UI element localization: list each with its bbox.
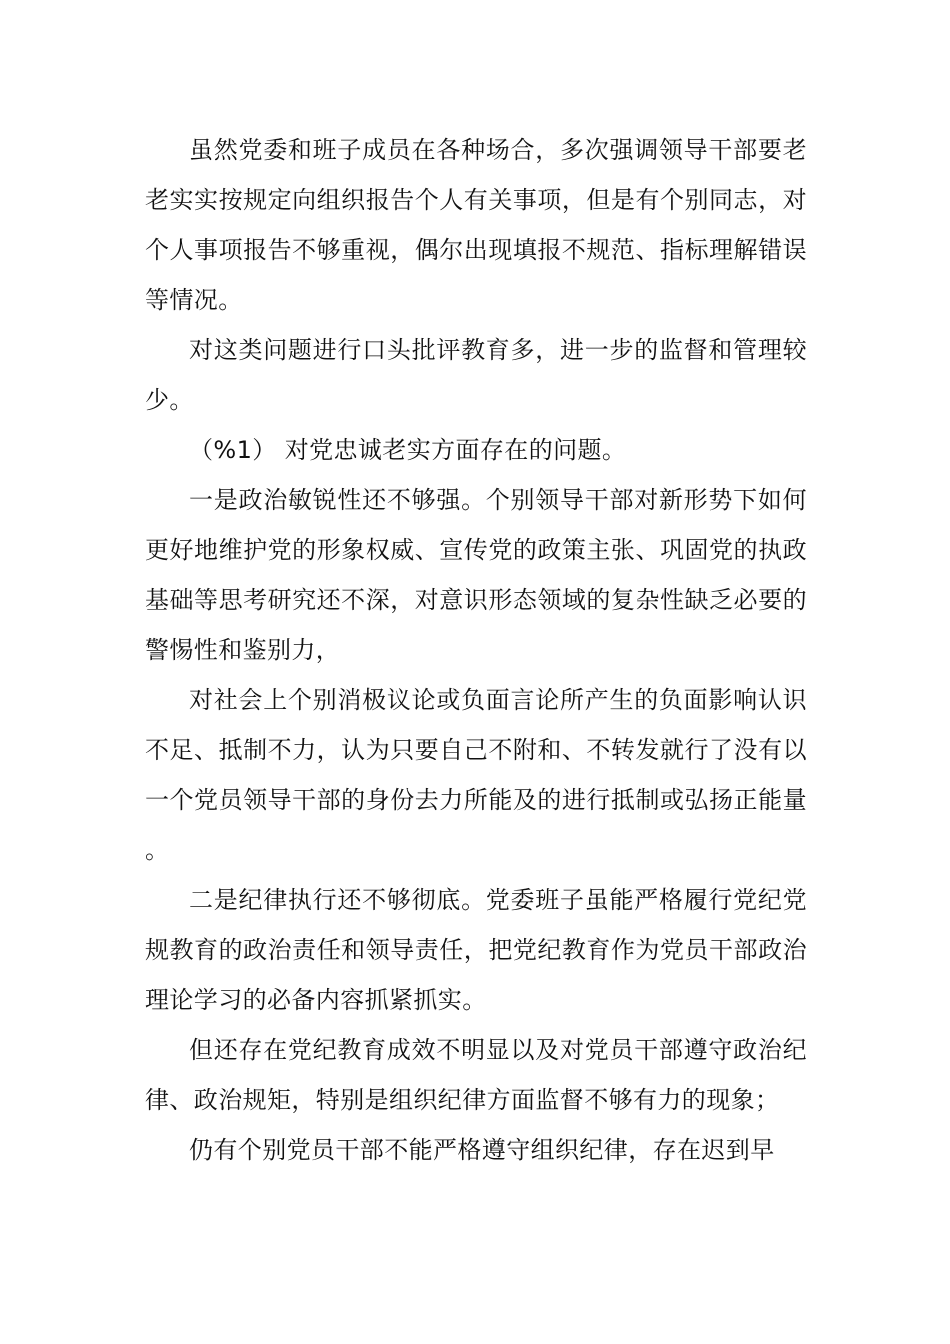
paragraph-6: 二是纪律执行还不够彻底。党委班子虽能严格履行党纪党规教育的政治责任和领导责任，把党纪教育作为党员干部政治理论学习的必备内容抓紧抓实。 [145,886,807,1014]
paragraph-2: 对这类问题进行口头批评教育多，进一步的监督和管理较少。 [145,336,807,414]
paragraph-3-heading: （%1） 对党忠诚老实方面存在的问题。 [189,436,627,464]
paragraph-1: 虽然党委和班子成员在各种场合，多次强调领导干部要老老实实按规定向组织报告个人有关事项，但是有个别同志，对个人事项报告不够重视，偶尔出现填报不规范、指标理解错误等情况。 [145,136,807,314]
paragraph-5: 对社会上个别消极议论或负面言论所产生的负面影响认识不足、抵制不力，认为只要自己不附和、不转发就行了没有以一个党员领导干部的身份去力所能及的进行抵制或弘扬正能量。 [145,686,807,864]
paragraph-4: 一是政治敏锐性还不够强。个别领导干部对新形势下如何更好地维护党的形象权威、宣传党的政策主张、巩固党的执政基础等思考研究还不深，对意识形态领域的复杂性缺乏必要的警惕性和鉴别力， [145,486,807,664]
paragraph-7: 但还存在党纪教育成效不明显以及对党员干部遵守政治纪律、政治规矩，特别是组织纪律方面监督不够有力的现象； [145,1036,807,1114]
document-body [145,125,807,1175]
paragraph-8: 仍有个别党员干部不能严格遵守组织纪律，存在迟到早 [189,1136,775,1164]
